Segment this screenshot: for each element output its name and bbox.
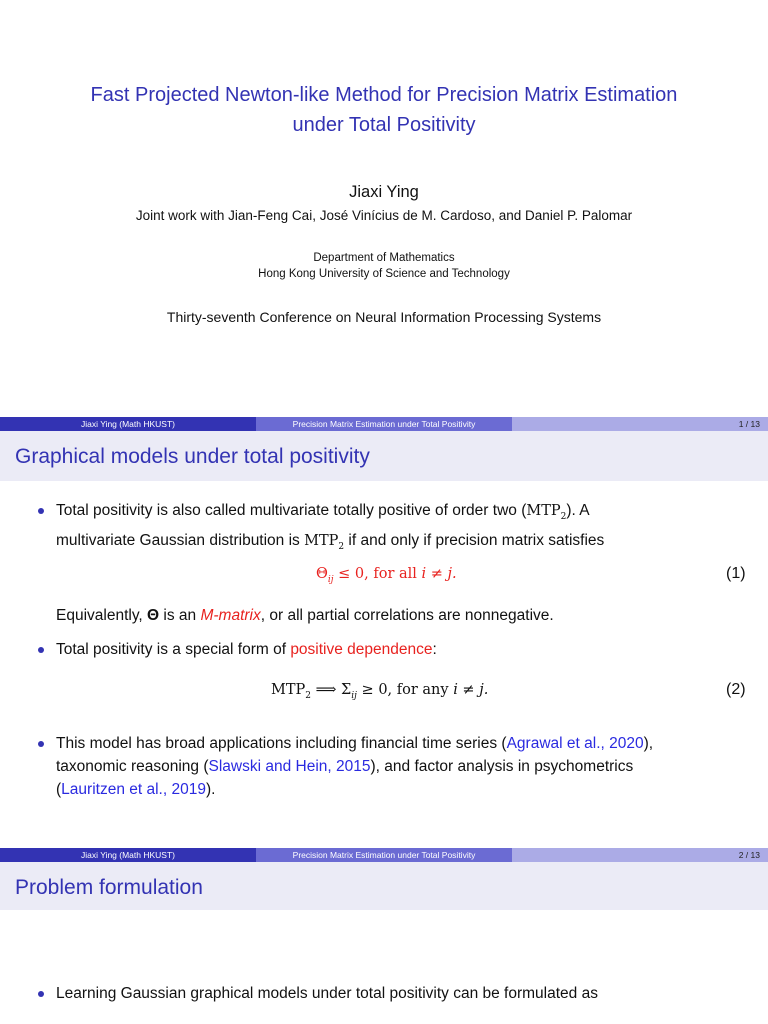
mtp-term	[304, 532, 345, 552]
text-span: ), and factor analysis in psychometrics	[370, 758, 634, 775]
mtp-text: MTP	[304, 532, 339, 549]
slide-title-line1: Fast Projected Newton-like Method for Precision Matrix Estimation	[90, 84, 678, 106]
theta-sub: ij	[327, 574, 334, 585]
footer-title: Precision Matrix Estimation under Total Positivity	[256, 848, 512, 862]
equation-text: ⟹ Σ	[311, 682, 352, 698]
equivalence-line	[56, 604, 756, 627]
equation-number-1: (1)	[726, 565, 746, 582]
slide-footer	[0, 417, 768, 431]
bullet-icon	[38, 508, 44, 514]
conference: Thirty-seventh Conference on Neural Information Processing Systems	[166, 309, 602, 325]
mtp-sub: 2	[338, 541, 345, 552]
text-span: (	[56, 781, 62, 798]
theta-symbol: Θ	[316, 566, 328, 582]
text-span: Total positivity is a special form of	[56, 641, 291, 658]
sigma-sub: ij	[351, 690, 357, 701]
equation-1	[316, 566, 457, 585]
citation-link[interactable]: Agrawal et al., 2020	[506, 735, 644, 752]
equation-condition: i ≠ j.	[453, 682, 489, 698]
footer-page	[512, 848, 768, 862]
frame-title: Problem formulation	[15, 876, 203, 899]
theta-term	[316, 566, 334, 585]
text-span: ),	[643, 735, 654, 752]
theta-bold: Θ	[147, 607, 160, 624]
bullet-applications	[56, 732, 761, 801]
mtp-term	[526, 503, 567, 522]
footer-page	[512, 417, 768, 431]
mtp-sub: 2	[560, 511, 567, 522]
equation-2	[271, 682, 488, 701]
bullet-line	[56, 755, 761, 778]
bullet-line	[56, 499, 756, 529]
citation-link[interactable]: Lauritzen et al., 2019	[61, 781, 206, 798]
text-span: This model has broad applications including financial time series (	[56, 735, 507, 752]
bullet-line	[56, 778, 761, 801]
text-span: taxonomic reasoning (	[56, 758, 209, 775]
equation-text: ≤ 0, for all	[333, 566, 422, 582]
text-span: ).	[205, 781, 216, 798]
text-span: ). A	[566, 502, 590, 519]
footer-author: Jiaxi Ying (Math HKUST)	[0, 417, 256, 431]
bullet-problem: Learning Gaussian graphical models under total positivity can be formulated as	[56, 985, 598, 1002]
footer-author: Jiaxi Ying (Math HKUST)	[0, 848, 256, 862]
bullet-icon	[38, 741, 44, 747]
bullet-positive-dependence	[56, 638, 756, 661]
text-span: , or all partial correlations are nonnegative.	[260, 607, 554, 624]
text-span: is an	[159, 607, 201, 624]
frame-title: Graphical models under total positivity	[15, 445, 370, 468]
mtp-sub: 2	[305, 690, 312, 701]
positive-dependence-term: positive dependence	[290, 641, 433, 658]
citation-link[interactable]: Slawski and Hein, 2015	[208, 758, 371, 775]
footer-title: Precision Matrix Estimation under Total Positivity	[256, 417, 512, 431]
text-span: if and only if precision matrix satisfies	[344, 531, 605, 549]
slide-footer	[0, 848, 768, 862]
author-name: Jiaxi Ying	[349, 183, 419, 201]
university: Hong Kong University of Science and Technology	[258, 268, 510, 280]
bullet-mtp-definition	[56, 499, 756, 559]
equation-condition: i ≠ j.	[421, 566, 457, 582]
mtp-text: MTP	[526, 503, 561, 519]
text-span: multivariate Gaussian distribution is	[56, 531, 305, 549]
slide-title-line2: under Total Positivity	[292, 114, 476, 136]
mtp-text: MTP	[271, 682, 306, 698]
department: Department of Mathematics	[313, 252, 455, 264]
footer-page-number: 2 / 13	[738, 850, 760, 860]
equation-number-2: (2)	[726, 681, 746, 698]
bullet-icon	[38, 647, 44, 653]
equation-text: ≥ 0, for any	[356, 682, 454, 698]
bullet-icon	[38, 991, 44, 997]
text-span: :	[432, 641, 437, 658]
bullet-line	[56, 529, 756, 559]
coauthors: Joint work with Jian-Feng Cai, José Vinícius de M. Cardoso, and Daniel P. Palomar	[135, 208, 633, 223]
bullet-line	[56, 732, 761, 755]
text-span: Equivalently,	[56, 607, 148, 624]
text-span: Total positivity is also called multivariate totally positive of order two (	[56, 502, 527, 519]
footer-page-number: 1 / 13	[738, 419, 760, 429]
m-matrix-term: M-matrix	[200, 607, 261, 624]
